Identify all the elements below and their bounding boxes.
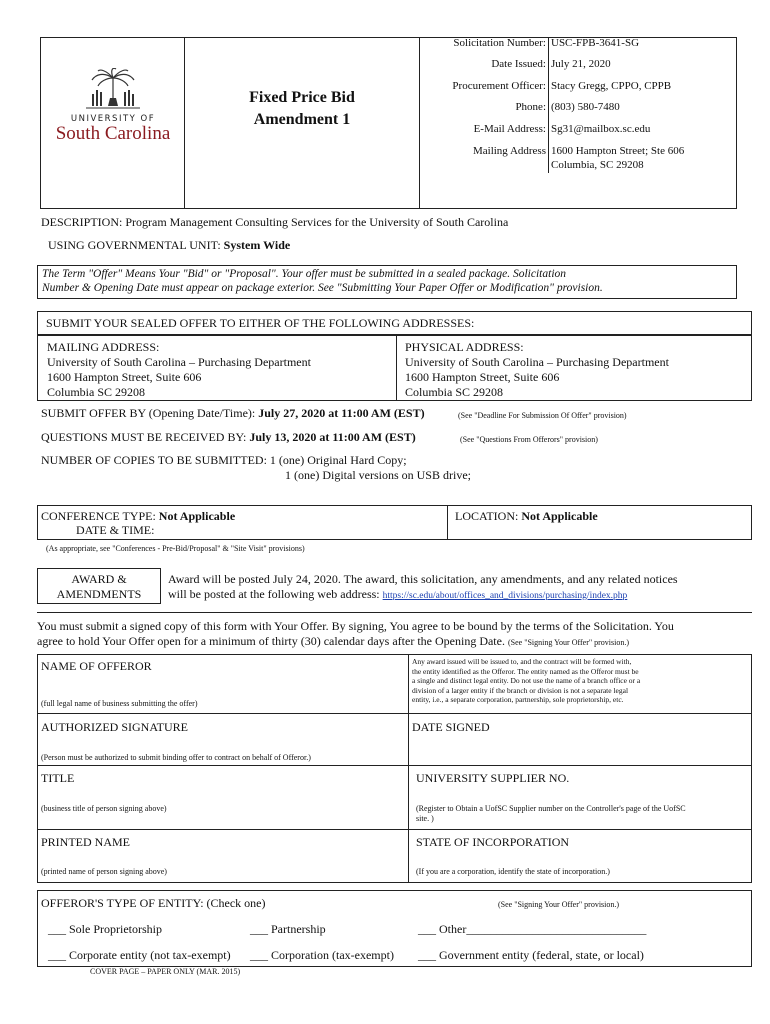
addresses-divider: [396, 335, 397, 401]
conference-date-label: DATE & TIME:: [76, 523, 155, 537]
printed-name-hint: (printed name of person signing above): [41, 867, 167, 876]
sign-notice-line-1: You must submit a signed copy of this form with Your Offer. By signing, You agree to be bound by the terms of the Solicitation. You: [37, 619, 674, 633]
conference-type-label: CONFERENCE TYPE:: [41, 509, 156, 523]
mailing-address-block: [47, 340, 311, 400]
award-label-line-1: AWARD &: [71, 572, 127, 586]
entity-government[interactable]: ___ Government entity (federal, state, or local): [418, 948, 644, 962]
questions-by: [41, 430, 416, 445]
offeror-name-label: NAME OF OFFEROR: [41, 659, 152, 673]
entity-corporation-tax-exempt[interactable]: ___ Corporation (tax-exempt): [250, 948, 394, 962]
physical-title: PHYSICAL ADDRESS:: [405, 340, 524, 354]
copies-label: NUMBER OF COPIES TO BE SUBMITTED:: [41, 453, 267, 467]
form-row-rule-3: [37, 829, 752, 830]
title-line-2: Amendment 1: [253, 111, 351, 128]
offeror-note-line-5: entity, i.e., a separate corporation, partnership, sole proprietorship, etc.: [412, 695, 624, 704]
offer-note-line-2: Number & Opening Date must appear on package exterior. See "Submitting Your Paper Offer or Modification" provision.: [42, 282, 603, 294]
signature-field[interactable]: [40, 735, 405, 749]
mailing-address-label: Mailing Address: [472, 145, 546, 157]
submit-header: SUBMIT YOUR SEALED OFFER TO EITHER OF THE FOLLOWING ADDRESSES:: [46, 316, 475, 330]
physical-line-2: 1600 Hampton Street, Suite 606: [405, 370, 560, 384]
supplier-hint-line-2: site. ): [416, 814, 434, 823]
solicitation-number-label: Solicitation Number:: [453, 37, 546, 49]
entity-type-header: OFFEROR'S TYPE OF ENTITY: (Check one): [41, 896, 266, 910]
questions-note: (See "Questions From Offerors" provision): [460, 435, 598, 444]
conference-divider: [447, 505, 448, 540]
state-incorporation-field[interactable]: [411, 850, 749, 864]
signature-hint: (Person must be authorized to submit binding offer to contract on behalf of Offeror.): [41, 753, 311, 762]
form-row-rule-2: [37, 765, 752, 766]
offeror-note-line-2: the entity identified as the Offeror. The entity named as the Offeror must be: [412, 666, 639, 676]
award-text: [168, 572, 678, 604]
printed-name-label: PRINTED NAME: [41, 835, 130, 849]
offeror-name-hint: (full legal name of business submitting the offer): [41, 699, 198, 708]
submit-by-label: SUBMIT OFFER BY (Opening Date/Time):: [41, 406, 256, 420]
title-label: TITLE: [41, 771, 75, 785]
entity-other[interactable]: ___ Other______________________________: [418, 922, 647, 936]
conference-location: [455, 509, 598, 524]
entity-partnership[interactable]: ___ Partnership: [250, 922, 326, 936]
conference-type: [41, 509, 235, 524]
governmental-unit-value: System Wide: [223, 238, 291, 252]
submit-by-value: July 27, 2020 at 11:00 AM (EST): [258, 406, 425, 420]
award-text-line-2: [168, 587, 678, 604]
logo-university-of: UNIVERSITY OF: [70, 114, 156, 124]
footer: COVER PAGE – PAPER ONLY (MAR. 2015): [90, 967, 241, 976]
location-value: Not Applicable: [521, 509, 598, 523]
submit-by-note: (See "Deadline For Submission Of Offer" provision): [458, 411, 627, 420]
mailing-address-line-2: Columbia, SC 29208: [551, 159, 644, 171]
governmental-unit: [48, 238, 290, 253]
copies-line-1: 1 (one) Original Hard Copy;: [269, 453, 407, 467]
solicitation-number-value: USC-FPB-3641-SG: [551, 37, 640, 49]
supplier-no-hint: [416, 804, 686, 824]
title-line-1: Fixed Price Bid: [249, 89, 355, 106]
mailing-title: MAILING ADDRESS:: [47, 340, 160, 354]
state-incorporation-hint: (If you are a corporation, identify the state of incorporation.): [416, 867, 610, 876]
sign-notice-text: agree to hold Your Offer open for a minimum of thirty (30) calendar days after the Opening Date.: [37, 634, 505, 648]
award-text-line-2-label: will be posted at the following web address:: [168, 587, 380, 601]
copies: [41, 453, 407, 468]
mailing-line-1: University of South Carolina – Purchasing Department: [47, 355, 311, 369]
entity-type-note: (See "Signing Your Offer" provision.): [498, 900, 620, 909]
physical-line-3: Columbia SC 29208: [405, 385, 504, 399]
sign-notice-note: (See "Signing Your Offer" provision.): [507, 638, 630, 647]
date-signed-label: DATE SIGNED: [412, 720, 490, 734]
palmetto-tree-icon: [44, 68, 182, 112]
mailing-address-line-1: 1600 Hampton Street; Ste 606: [551, 145, 685, 157]
title-field[interactable]: [40, 786, 405, 800]
date-issued-value: July 21, 2020: [551, 58, 611, 70]
award-label-line-2: AMENDMENTS: [56, 587, 142, 601]
purchasing-link[interactable]: https://sc.edu/about/offices_and_divisions/purchasing/index.php: [382, 591, 628, 601]
title-hint: (business title of person signing above): [41, 804, 167, 813]
award-label: [37, 572, 161, 602]
questions-label: QUESTIONS MUST BE RECEIVED BY:: [41, 430, 247, 444]
date-signed-field[interactable]: [411, 735, 749, 762]
governmental-unit-label: USING GOVERNMENTAL UNIT:: [48, 238, 221, 252]
copies-line-2: 1 (one) Digital versions on USB drive;: [285, 468, 471, 482]
date-issued-label: Date Issued:: [491, 58, 546, 70]
logo-south-carolina: South Carolina: [55, 123, 171, 144]
physical-address-block: [405, 340, 669, 400]
fields-divider: [548, 37, 549, 173]
university-logo: [44, 68, 182, 148]
entity-sole-proprietorship[interactable]: ___ Sole Proprietorship: [48, 922, 162, 936]
offer-note-line-1: The Term "Offer" Means Your "Bid" or "Proposal". Your offer must be submitted in a sealed package. Solicitation: [42, 268, 567, 280]
supplier-no-field[interactable]: [411, 786, 749, 800]
location-label: LOCATION:: [455, 509, 519, 523]
procurement-officer-label: Procurement Officer:: [452, 80, 546, 92]
supplier-no-label: UNIVERSITY SUPPLIER NO.: [416, 771, 570, 785]
printed-name-field[interactable]: [40, 850, 405, 864]
supplier-hint-line-1: (Register to Obtain a UofSC Supplier number on the Controller's page of the UofSC: [416, 804, 686, 813]
offeror-note-line-4: division of a larger entity if the branch or division is not a separate legal: [412, 685, 629, 695]
offeror-note-line-3: a single and distinct legal entity. Do not use the name of a branch office or a: [412, 676, 641, 685]
phone-label: Phone:: [515, 101, 546, 113]
entity-corporate[interactable]: ___ Corporate entity (not tax-exempt): [48, 948, 231, 962]
procurement-officer-value: Stacy Gregg, CPPO, CPPB: [551, 80, 672, 92]
email-value: Sg31@mailbox.sc.edu: [551, 123, 651, 135]
signature-label: AUTHORIZED SIGNATURE: [41, 720, 188, 734]
questions-value: July 13, 2020 at 11:00 AM (EST): [249, 430, 416, 444]
form-divider: [408, 654, 409, 883]
conference-note: (As appropriate, see "Conferences - Pre-Bid/Proposal" & "Site Visit" provisions): [46, 544, 305, 553]
form-row-rule-1: [37, 713, 752, 714]
document-title: [185, 87, 419, 131]
sign-notice-rule: [37, 612, 752, 613]
submit-by: [41, 406, 425, 421]
physical-line-1: University of South Carolina – Purchasing Department: [405, 355, 669, 369]
description: DESCRIPTION: Program Management Consulting Services for the University of South Carolina: [41, 215, 509, 229]
offeror-name-field[interactable]: [40, 674, 405, 696]
mailing-line-3: Columbia SC 29208: [47, 385, 146, 399]
offeror-note-line-1: Any award issued will be issued to, and the contract will be formed with,: [412, 657, 632, 666]
offeror-entity-note: [412, 657, 750, 705]
email-label: E-Mail Address:: [473, 123, 546, 135]
phone-value: (803) 580-7480: [551, 101, 620, 113]
award-text-line-1: Award will be posted July 24, 2020. The award, this solicitation, any amendments, and any related notices: [168, 572, 678, 586]
conference-type-value: Not Applicable: [158, 509, 236, 523]
mailing-line-2: 1600 Hampton Street, Suite 606: [47, 370, 202, 384]
state-incorporation-label: STATE OF INCORPORATION: [416, 835, 570, 849]
sign-notice-line-2: [37, 634, 629, 649]
